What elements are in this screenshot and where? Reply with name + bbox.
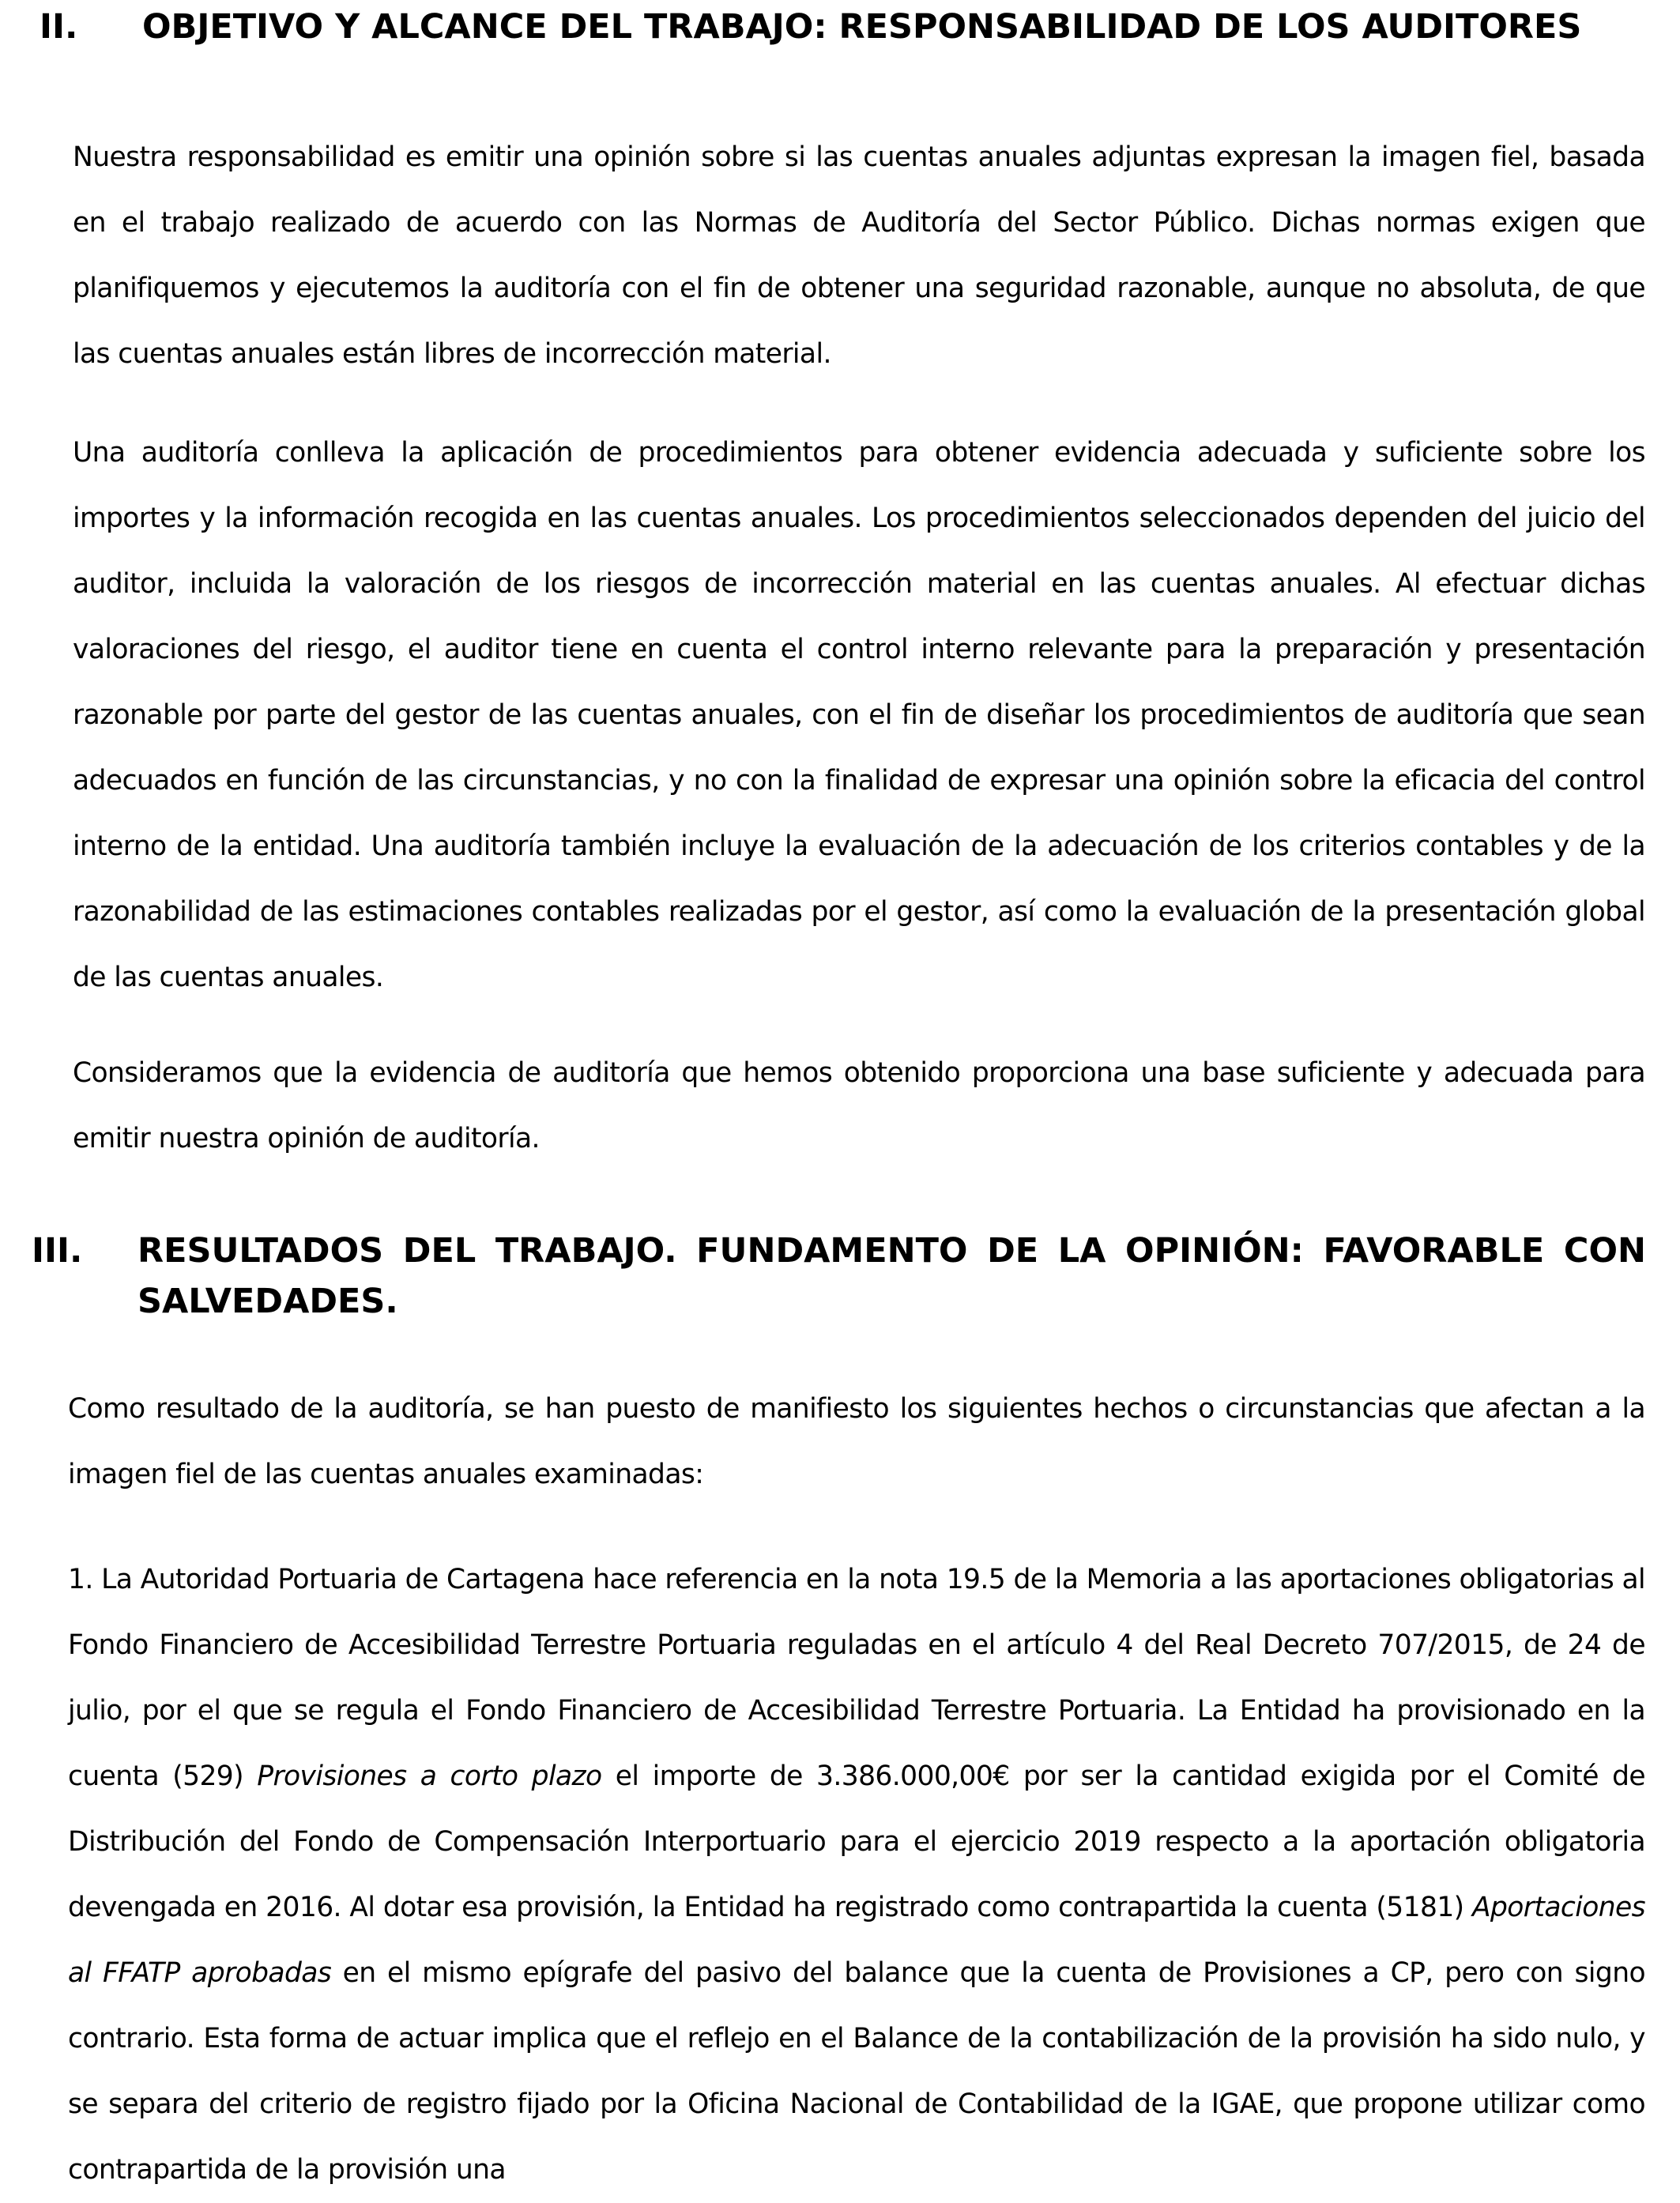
- list-item-text: en el mismo epígrafe del pasivo del balance que la cuenta de Provisiones a CP, pero con signo contrario. Esta forma de actuar implica que el reflejo en el Balance de la contabilización de la provisión ha sido nulo, y se separa del criterio de registro fijado por la Oficina Nacional de Contabilidad de la IGAE, que propone utilizar como contrapartida de la provisión una: [68, 1957, 1645, 2186]
- section-title-3: RESULTADOS DEL TRABAJO. FUNDAMENTO DE LA OPINIÓN: FAVORABLE CON SALVEDADES.: [137, 1231, 1646, 1321]
- section-number-3: III.: [32, 1231, 83, 1271]
- account-name-italic: Aportaciones al FFATP aprobadas: [68, 1892, 1645, 1989]
- section-heading-3: [32, 1226, 1646, 1327]
- list-item-1: [68, 1547, 1645, 2203]
- paragraph: Consideramos que la evidencia de auditoría que hemos obtenido proporciona una base suficiente y adecuada para emitir nuestra opinión de auditoría.: [73, 1057, 1645, 1154]
- paragraph: Nuestra responsabilidad es emitir una opinión sobre si las cuentas anuales adjuntas expresan la imagen fiel, basada en el trabajo realizado de acuerdo con las Normas de Auditoría del Sector Público. Dichas normas exigen que planifiquemos y ejecutemos la auditoría con el fin de obtener una seguridad razonable, aunque no absoluta, de que las cuentas anuales están libres de incorrección material.: [73, 141, 1645, 370]
- section-heading-2: [40, 2, 1620, 52]
- section-number-2: II.: [40, 7, 78, 47]
- paragraph: Una auditoría conlleva la aplicación de procedimientos para obtener evidencia adecuada y suficiente sobre los importes y la información recogida en las cuentas anuales. Los procedimientos seleccionados dependen del juicio del auditor, incluida la valoración de los riesgos de incorrección material en las cuentas anuales. Al efectuar dichas valoraciones del riesgo, el auditor tiene en cuenta el control interno relevante para la preparación y presentación razonable por parte del gestor de las cuentas anuales, con el fin de diseñar los procedimientos de auditoría que sean adecuados en función de las circunstancias, y no con la finalidad de expresar una opinión sobre la eficacia del control interno de la entidad. Una auditoría también incluye la evaluación de la adecuación de los criterios contables y de la razonabilidad de las estimaciones contables realizadas por el gestor, así como la evaluación de la presentación global de las cuentas anuales.: [73, 437, 1645, 993]
- account-name-italic: Provisiones a corto plazo: [257, 1761, 602, 1792]
- list-item-text: el importe de 3.386.000,00€ por ser la cantidad exigida por el Comité de Distribución del Fondo de Compensación Interportuario para el ejercicio 2019 respecto a la aportación obligatoria devengada en 2016. Al dotar esa provisión, la Entidad ha registrado como contrapartida la cuenta (5181): [68, 1761, 1645, 1923]
- list-item-text: 1. La Autoridad Portuaria de Cartagena hace referencia en la nota 19.5 de la Memoria a las aportaciones obligatorias al Fondo Financiero de Accesibilidad Terrestre Portuaria reguladas en el artículo 4 del Real Decreto 707/2015, de 24 de julio, por el que se regula el Fondo Financiero de Accesibilidad Terrestre Portuaria. La Entidad ha provisionado en la cuenta (529): [68, 1564, 1645, 1792]
- paragraph: Como resultado de la auditoría, se han puesto de manifiesto los siguientes hechos o circunstancias que afectan a la imagen fiel de las cuentas anuales examinadas:: [68, 1393, 1645, 1490]
- section-title-2: OBJETIVO Y ALCANCE DEL TRABAJO: RESPONSABILIDAD DE LOS AUDITORES: [142, 7, 1582, 47]
